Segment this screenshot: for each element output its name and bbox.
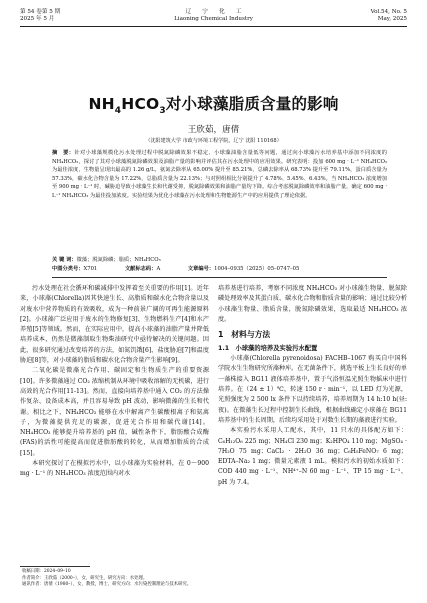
footnote xyxy=(22,569,191,589)
paragraph: 二氧化碳是微藻光合作用、碳固定和生物质生产的重要资源[10]。许多微藻通过 CO₂ 浓缩机制从环境中吸收溶解的无机碳，进行高效的光合作用[11-13]。然而，直接向培养基中通入 CO₂ 的方法操作复杂、设备成本高，并且容易导致 pH 波动，影响微藻的生长和代谢。相比之下，NH₄HCO₃ 能够在水中解离产生碳酸根离子和氨离子，为微藻提供充足的碳源，促进光合作用和碳代谢[14]。NH₄HCO₃ 能够提升培养基的 pH 值，碱性条件下，脂肪酸合成酶(FAS)的活性可能提高而促进脂肪酸的转化，从而增加脂质的合成[15]。 xyxy=(20,367,209,457)
subsection-heading: 1.1 小球藻的培养及实验污水配置 xyxy=(218,345,318,353)
paragraph: 培养基进行培养，考察不同浓度 NH₄HCO₃ 对小球藻生物量、脱氮除磷处理效率及其蛋白质、碳水化合物和脂质含量的影响；通过比较分析小球藻生物量、脂质含量，脱氮除磷效果，选取最适 NH₄HCO₃ 浓度。 xyxy=(218,285,407,323)
keywords-text: 微藻；脱氮除磷；脂质；NH₄HCO₃ xyxy=(76,257,161,263)
clc-number: X701 xyxy=(83,266,98,272)
author-bio: 作者简介：王欣茹（2000–），女，研究生，研究方向：水处理。 xyxy=(22,575,148,581)
received-date: 收稿日期：2024–09–10 xyxy=(22,569,71,574)
corresponding-author: 通讯作者：唐倩（1980–），女，教授，博士，研究方向：水污染控制理论与技术研究。 xyxy=(22,582,192,588)
article-title: $NH_4HCO_3$对小球藻脂质含量的影响 xyxy=(88,95,339,117)
paragraph: 污水处理在社会循环和碳减排中发挥着至关重要的作用[1]。近年来，小球藻(Chlorella)因其快速生长、高脂质和碳水化合物含量以及对废水中营养物质的有效吸收，成为一种前景广阔的可再生能源原料[2]。小球藻广泛应用于废水的生物修复[3]、生物燃料生产[4]和水产养殖[5]等领域。然而，在实际应用中，提高小球藻的油脂产量并降低培养成本，仍然是微藻制取生物柴油研究中亟待解决的关键问题。因此，很多研究通过改变培养的方法，如氮饥饿[6]、盐度胁迫[7]和温度胁迫[8]等，对小球藻的脂质和碳水化合物含量产生影响[9]。 xyxy=(20,285,209,365)
section-heading: 1 材料与方法 xyxy=(218,330,271,340)
affiliation: （沈阳建筑大学 市政与环境工程学院，辽宁 沈阳 110168） xyxy=(145,138,282,144)
body-column-left xyxy=(20,284,209,480)
footnote-rule xyxy=(20,566,90,567)
journal-name: 辽 宁 化 工 Liaoning Chemical Industry xyxy=(174,9,253,22)
volume-info: Vol.54, No. 5 May, 2025 xyxy=(370,9,407,22)
abstract xyxy=(52,149,387,200)
paragraph: 本研究探讨了在模拟污水中，以小球藻为实验材料，在 0～900 mg · L⁻¹ 的 NH₄HCO₃ 浓度范围内对水 xyxy=(20,460,209,478)
article-number: 1004–0935（2025）05–0747–05 xyxy=(214,266,300,272)
document-code: A xyxy=(156,266,161,272)
paragraph: 本实验污水采用人工配水，其中，11 只水的具体配方如下：C₆H₁₂O₆ 225 mg；NH₄Cl 230 mg；K₂HPO₄ 110 mg；MgSO₄ · 7H₂O 75 mg；CaCl₂ · 2H₂O 36 mg；C₆H₅FeNO₇ 6 mg；EDTA–Na₂ 1 mg；微量元素液 1 mL。模拟污水的初始水质如下：COD 440 mg · L⁻¹、NH⁴⁺–N 60 mg · L⁻¹、TP 15 mg · L⁻¹、pH 为 7.4。 xyxy=(218,427,407,486)
body-column-right xyxy=(218,284,407,488)
authors: 王欣茹，唐倩 xyxy=(187,125,240,135)
abstract-rule xyxy=(52,277,387,278)
issue-info: 第 54 卷第 5 期 2025 年 5 月 xyxy=(20,9,61,22)
classification-line: 中图分类号：X701 文献标志码：A 文章编号：1004–0935（2025）05–0747–05 xyxy=(52,266,300,272)
abstract-label: 摘 要： xyxy=(52,150,75,156)
keywords-label: 关 键 词： xyxy=(52,257,77,263)
running-header xyxy=(20,9,407,31)
abstract-text: 针对小球藻规模化污水处理过程中脱氮除磷效果不稳定、小球藻油脂含量低等问题，通过向小球藻污水培养基中添加不同浓度的 NH₄HCO₃，探讨了其对小球藻脱氮除磷效果及油脂产量的影响并评估其在污水处理中的应用效果。研究表明：投加 600 mg · L⁻¹ NH₄HCO₃ 为最佳浓度，生物量呈现出最高的 1.26 g/L，氨氮去除率从 65.00% 提升至 85.21%，总磷去除率从 68.73% 提升至 79.11%，蛋白质含量为 57.33%，碳水化合物含量为 17.22%，总脂质含量为 22.13%；与对照组相比分别提升了 4.78%、5.45%、6.43%。当 NH₄HCO₃ 浓度增加至 900 mg · L⁻¹ 时，碱胁迫导致小球藻生长和代谢受抑，脱氮除磷效果和油脂产量均下降。综合考虑脱氮除磷效率和油脂产量，确定 600 mg · L⁻¹ NH₄HCO₃ 为最佳投加浓度。实验结果为优化小球藻在污水处理和生物能源生产中的应用提供了理论依据。 xyxy=(52,150,388,199)
keywords xyxy=(52,256,387,264)
header-rule xyxy=(20,26,407,27)
paragraph: 小球藻(Chlorella pyrenoidosa) FACHB–1067 购买自中国科学院水生生物研究所藻种库。在无菌条件下，挑选平板上生长良好的单一藻株接入 BG11 液体培养基中，置于气浴恒温光照生物摇床中进行培养。在（24 ± 1）℃，转速 150 r · min⁻¹，以 LED 灯为光源，光照强度为 2 500 lx 条件下以持续培养，培养周期为 14 h:10 h(昼:夜)。在微藻生长过程中控制生长曲线，根据曲线确定小球藻在 BG11 培养基中的生长周期，后续均采用处于对数生长期的藻液进行实验。 xyxy=(218,355,407,424)
